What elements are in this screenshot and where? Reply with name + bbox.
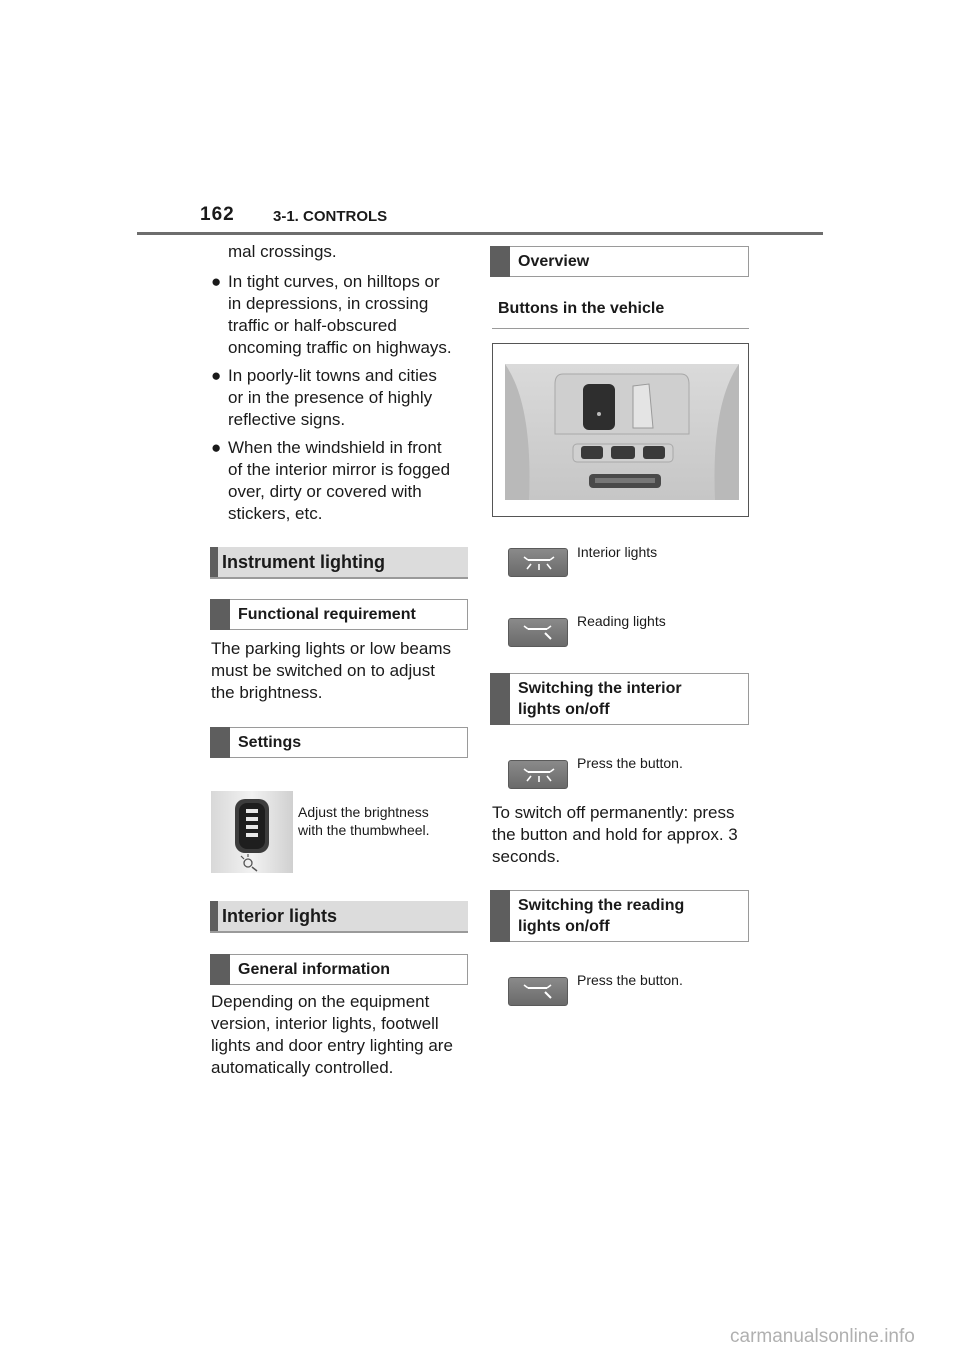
text-line: the brightness. — [211, 683, 323, 702]
thumbwheel-image — [211, 791, 293, 873]
reading-lights-label: Reading lights — [577, 613, 666, 629]
press-button-text: Press the button. — [577, 755, 683, 771]
text-line: To switch off permanently: press — [492, 803, 735, 822]
heading-label: General information — [238, 961, 391, 978]
text-line: version, interior lights, footwell — [211, 1014, 439, 1033]
text-line: automatically controlled. — [211, 1058, 394, 1077]
bullet-line: over, dirty or covered with — [228, 482, 422, 501]
continuation-text: mal crossings. — [228, 242, 337, 261]
heading-label — [518, 895, 684, 937]
bullet-line: reflective signs. — [228, 410, 346, 429]
bullet-dot: ● — [211, 438, 222, 457]
settings-caption — [298, 803, 430, 839]
bullet-item — [211, 437, 467, 525]
text-line: must be switched on to adjust — [211, 661, 435, 680]
reading-light-icon — [508, 618, 568, 647]
heading-instrument-lighting — [210, 547, 468, 579]
bullet-item — [211, 271, 467, 359]
bullet-dot: ● — [211, 272, 222, 291]
overhead-console-photo — [492, 343, 749, 517]
bullet-dot: ● — [211, 366, 222, 385]
heading-label: Interior lights — [222, 906, 338, 926]
heading-label: Settings — [238, 734, 302, 751]
heading-interior-lights — [210, 901, 468, 933]
watermark: carmanualsonline.info — [730, 1326, 915, 1347]
bullet-line: stickers, etc. — [228, 504, 323, 523]
bullet-line: or in the presence of highly — [228, 388, 433, 407]
caption-line: Adjust the brightness — [298, 804, 429, 820]
bullet-line: of the interior mirror is fogged — [228, 460, 451, 479]
heading-label: Instrument lighting — [222, 552, 385, 572]
interior-light-icon — [508, 548, 568, 577]
heading-label: Overview — [518, 253, 590, 270]
heading-label — [518, 678, 682, 720]
bullet-line: In tight curves, on hilltops or — [228, 272, 440, 291]
bullet-line: oncoming traffic on highways. — [228, 338, 452, 357]
switch-off-text — [492, 802, 754, 868]
text-line: the button and hold for approx. 3 — [492, 825, 738, 844]
heading-line: Switching the reading — [518, 897, 685, 914]
heading-switching-interior — [490, 673, 749, 725]
heading-line: Switching the interior — [518, 680, 682, 697]
text-line: seconds. — [492, 847, 561, 866]
heading-buttons-in-vehicle — [492, 298, 749, 329]
general-text — [211, 991, 473, 1079]
heading-label: Buttons in the vehicle — [498, 300, 665, 317]
heading-line: lights on/off — [518, 701, 610, 718]
bullet-line: traffic or half-obscured — [228, 316, 397, 335]
text-line: lights and door entry lighting are — [211, 1036, 453, 1055]
caption-line: with the thumbwheel. — [298, 822, 430, 838]
section-title: 3-1. CONTROLS — [273, 208, 388, 225]
heading-functional-requirement — [210, 599, 468, 630]
heading-line: lights on/off — [518, 918, 610, 935]
press-button-text: Press the button. — [577, 972, 683, 988]
heading-general-information — [210, 954, 468, 985]
page-number: 162 — [200, 204, 235, 225]
interior-light-icon — [508, 760, 568, 789]
heading-switching-reading — [490, 890, 749, 942]
reading-light-icon — [508, 977, 568, 1006]
heading-overview — [490, 246, 749, 277]
bullet-item — [211, 365, 467, 431]
functional-text — [211, 638, 471, 704]
header-rule — [137, 232, 823, 235]
bullet-line: in depressions, in crossing — [228, 294, 429, 313]
heading-label: Functional requirement — [238, 606, 416, 623]
heading-settings — [210, 727, 468, 758]
text-line: Depending on the equipment — [211, 992, 430, 1011]
bullet-line: When the windshield in front — [228, 438, 442, 457]
interior-lights-label: Interior lights — [577, 544, 658, 560]
bullet-line: In poorly-lit towns and cities — [228, 366, 437, 385]
text-line: The parking lights or low beams — [211, 639, 452, 658]
